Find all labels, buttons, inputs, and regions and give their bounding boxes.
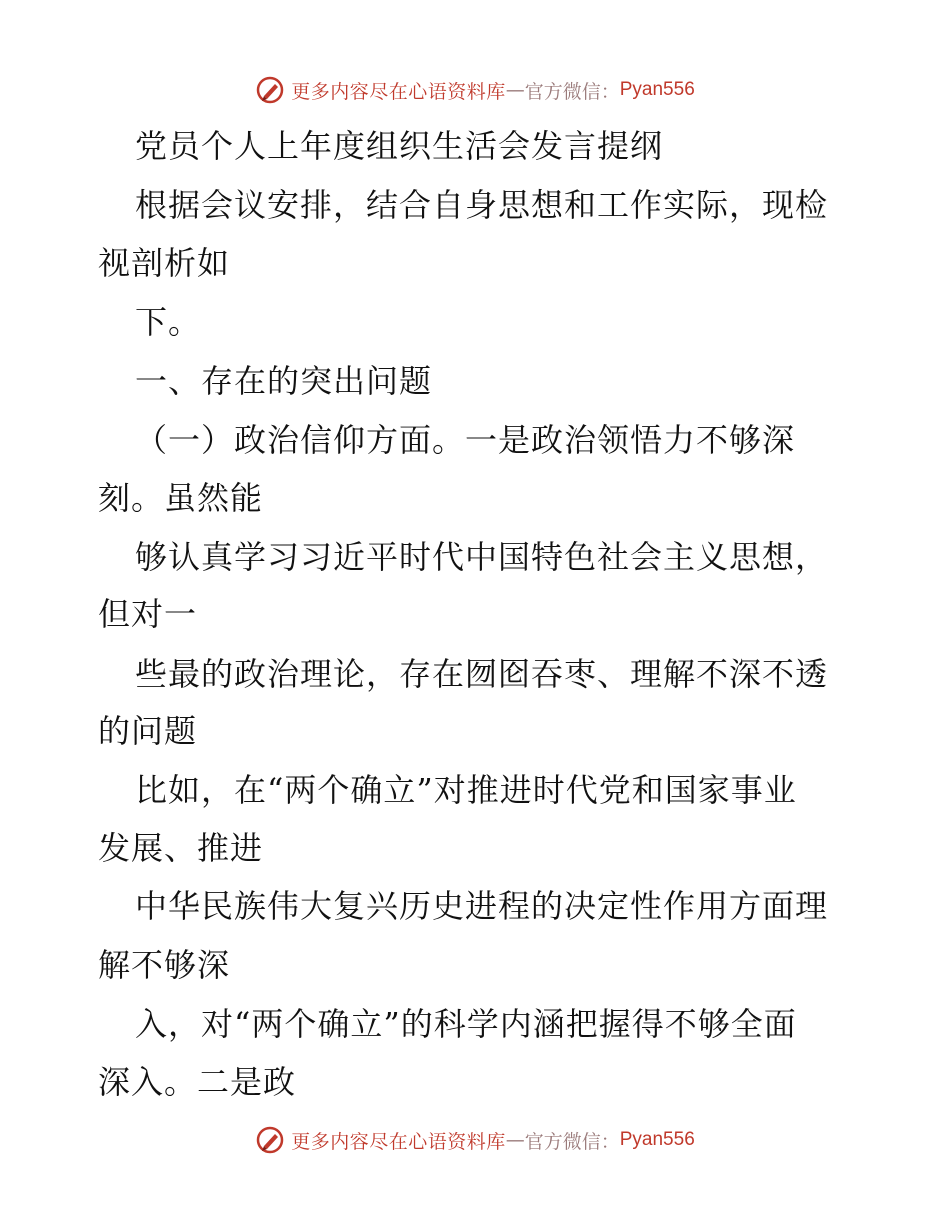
text-line: 中华民族伟大复兴历史进程的决定性作用方面理 — [135, 887, 829, 925]
text-line: 解不够深 — [98, 946, 231, 984]
text-line: 视剖析如 — [98, 244, 231, 282]
text-line: 下。 — [135, 303, 202, 341]
banner-wechat-id: Pyan556 — [619, 79, 695, 100]
text-line: 深入。二是政 — [98, 1063, 297, 1101]
text-line: （一）政治信仰方面。一是政治领悟力不够深 — [135, 421, 796, 459]
text-line: 发展、推进 — [98, 829, 264, 867]
banner-wechat-label: 官方微信： — [524, 80, 620, 103]
banner-brand-text: 更多内容尽在心语资料库 — [291, 80, 506, 103]
text-line: 的问题 — [98, 712, 198, 750]
text-line: 但对一 — [98, 595, 198, 633]
text-line: 比如，在“两个确立”对推进时代党和国家事业 — [135, 771, 797, 809]
section-heading: 一、存在的突出问题 — [135, 362, 433, 400]
text-line: 入，对“两个确立”的科学内涵把握得不够全面 — [135, 1005, 797, 1043]
banner-separator: — — [505, 79, 525, 101]
banner-brand-text: 更多内容尽在心语资料库 — [291, 1130, 506, 1153]
text-line: 够认真学习习近平时代中国特色社会主义思想， — [135, 538, 829, 576]
text-line: 些最的政治理论，存在囫囵吞枣、理解不深不透 — [135, 655, 829, 693]
header-banner — [0, 70, 950, 110]
text-line: 刻。虽然能 — [98, 479, 264, 517]
footer-banner — [0, 1120, 950, 1160]
pen-logo-icon — [255, 75, 285, 105]
pen-logo-icon — [255, 1125, 285, 1155]
document-title: 党员个人上年度组织生活会发言提纲 — [135, 127, 664, 165]
text-line: 根据会议安排，结合自身思想和工作实际，现检 — [135, 186, 829, 224]
banner-separator: — — [505, 1129, 525, 1151]
banner-wechat-id: Pyan556 — [619, 1129, 695, 1150]
banner-wechat-label: 官方微信： — [524, 1130, 620, 1153]
